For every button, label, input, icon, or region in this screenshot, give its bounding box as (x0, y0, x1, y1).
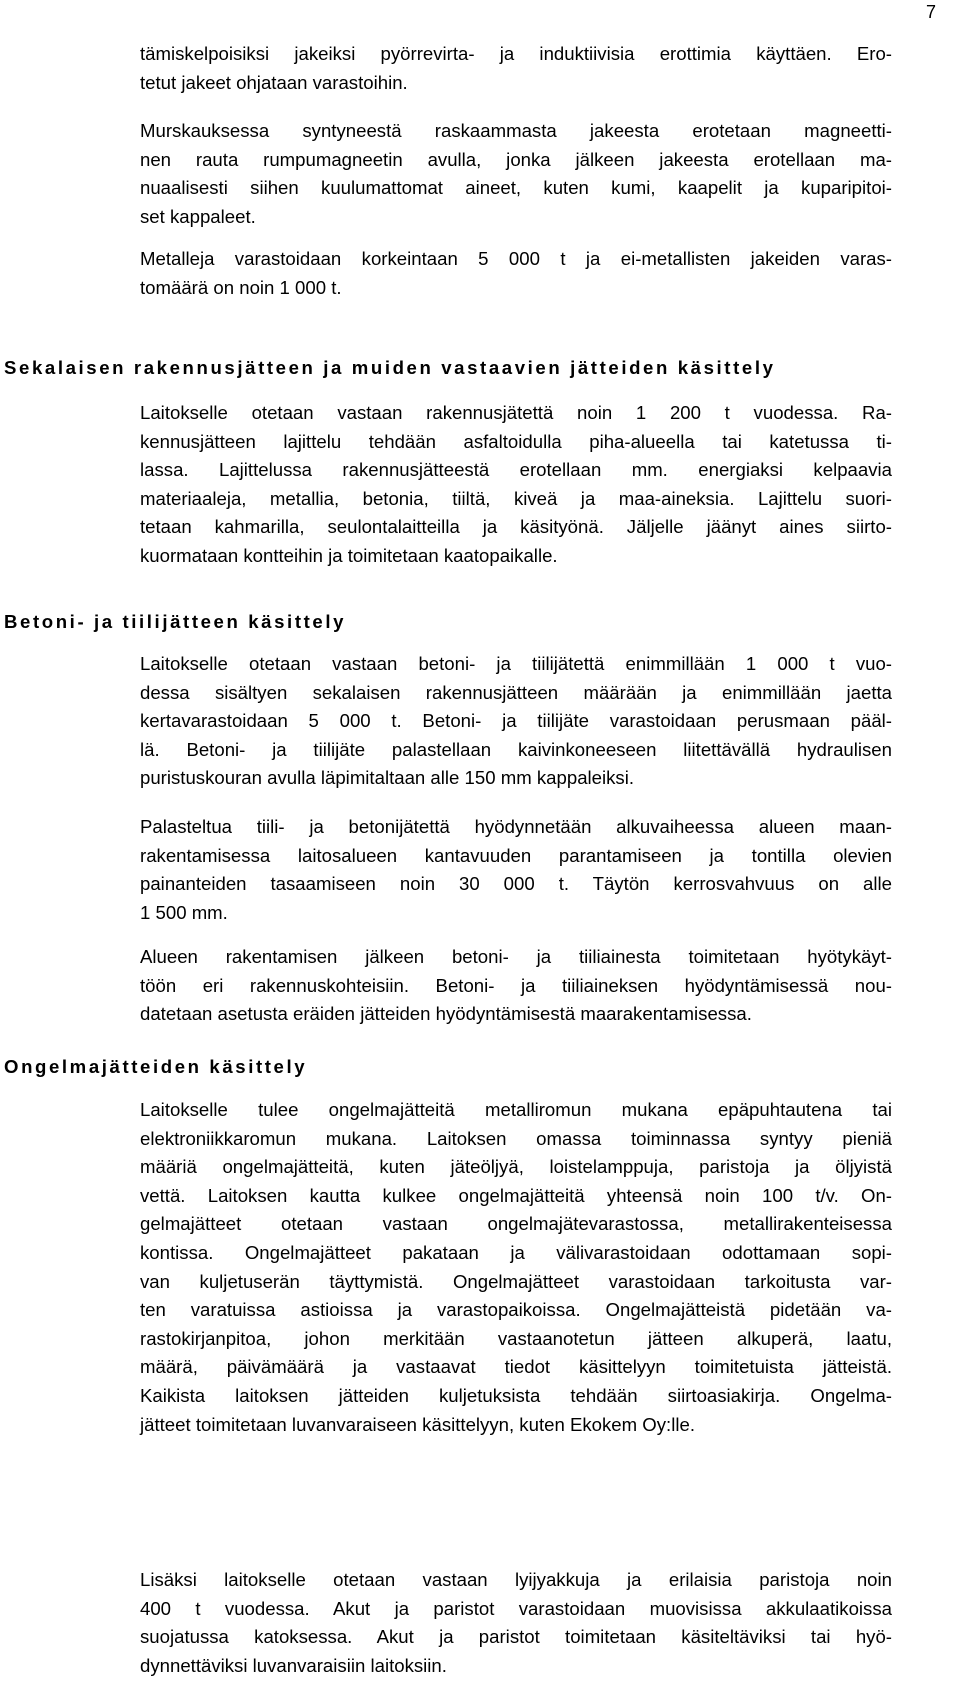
text-line: Alueen rakentamisen jälkeen betoni- ja tiiliainesta toimitetaan hyötykäyt- (140, 946, 892, 967)
paragraph-batteries (140, 1566, 892, 1680)
text-line: Lisäksi laitokselle otetaan vastaan lyijyakkuja ja erilaisia paristoja noin (140, 1569, 892, 1590)
text-line: lassa. Lajittelussa rakennusjätteestä erotellaan mm. energiaksi kelpaavia (140, 459, 892, 481)
text-line: Laitokselle otetaan vastaan betoni- ja tiilijätettä enimmillään 1 000 t vuo- (140, 653, 892, 674)
text-line: materiaaleja, metallia, betonia, tiiltä, kiveä ja maa-aineksia. Lajittelu suori- (140, 487, 892, 509)
text-line: Kaikista laitoksen jätteiden kuljetuksista tehdään siirtoasiakirja. Ongelma- (140, 1384, 892, 1406)
text-line: Murskauksessa syntyneestä raskaammasta jakeesta erotetaan magneetti- (140, 120, 892, 141)
text-line: kennusjätteen lajittelu tehdään asfaltoidulla piha-alueella tai katetussa ti- (140, 430, 892, 452)
text-line: gelmajätteet otetaan vastaan ongelmajätevarastossa, metallirakenteisessa (140, 1213, 892, 1235)
text-line: määrä, päivämäärä ja vastaavat tiedot käsittelyyn toimitetuista jätteistä. (140, 1356, 892, 1378)
text-line: 400 t vuodessa. Akut ja paristot varastoidaan muovisissa akkulaatikoissa (140, 1597, 892, 1619)
text-line: dessa sisältyen sekalaisen rakennusjätteen määrään ja enimmillään jaetta (140, 681, 892, 703)
text-line: vettä. Laitoksen kautta kulkee ongelmajätteitä yhteensä noin 100 t/v. On- (140, 1184, 892, 1206)
paragraph-hazardous-waste (140, 1096, 892, 1439)
text-line: töön eri rakennuskohteisiin. Betoni- ja tiiliaineksen hyödyntämisessä nou- (140, 974, 892, 996)
text-line: datetaan asetusta eräiden jätteiden hyödyntämisestä maarakentamisessa. (140, 1003, 752, 1025)
text-line: tetut jakeet ohjataan varastoihin. (140, 71, 408, 93)
paragraph-heavy-fraction (140, 117, 892, 231)
text-line: tetaan kahmarilla, seulontalaitteilla ja käsityönä. Jäljelle jäänyt aines siirto- (140, 516, 892, 538)
paragraph-after-construction (140, 943, 892, 1029)
text-line: elektroniikkaromun mukana. Laitoksen omassa toiminnassa syntyy pieniä (140, 1127, 892, 1149)
text-line: 1 500 mm. (140, 901, 228, 923)
paragraph-fraction-separation (140, 40, 892, 97)
paragraph-concrete-reuse (140, 813, 892, 927)
text-line: puristuskouran avulla läpimitaltaan alle 150 mm kappaleiksi. (140, 767, 635, 789)
text-line: van kuljetuserän täyttymistä. Ongelmajätteet varastoidaan tarkoitusta var- (140, 1270, 892, 1292)
page-number: 7 (926, 2, 937, 22)
text-line: ten varatuissa astioissa ja varastopaikoissa. Ongelmajätteistä pidetään va- (140, 1299, 892, 1321)
section-heading-concrete-brick: Betoni- ja tiilijätteen käsittely (4, 611, 347, 632)
text-line: rakentamisessa laitosalueen kantavuuden parantamiseen ja tontilla olevien (140, 844, 892, 866)
text-line: suojatussa katoksessa. Akut ja paristot toimitetaan käsiteltäviksi tai hyö- (140, 1626, 892, 1648)
text-line: lä. Betoni- ja tiilijäte palastellaan kaivinkoneeseen liitettävällä hydraulisen (140, 738, 892, 760)
text-line: set kappaleet. (140, 205, 256, 227)
section-heading-mixed-construction-waste: Sekalaisen rakennusjätteen ja muiden vastaavien jätteiden käsittely (4, 357, 776, 378)
text-line: Palasteltua tiili- ja betonijätettä hyödynnetään alkuvaiheessa alueen maan- (140, 816, 892, 837)
text-line: Laitokselle tulee ongelmajätteitä metalliromun mukana epäpuhtautena tai (140, 1099, 892, 1120)
text-line: dynnettäviksi luvanvaraisiin laitoksiin. (140, 1654, 447, 1676)
text-line: nuaalisesti siihen kuulumattomat aineet, kuten kumi, kaapelit ja kuparipitoi- (140, 177, 892, 199)
text-line: painanteiden tasaamiseen noin 30 000 t. Täytön kerrosvahvuus on alle (140, 873, 892, 895)
paragraph-concrete-intake (140, 650, 892, 793)
section-heading-hazardous-waste: Ongelmajätteiden käsittely (4, 1056, 308, 1077)
text-line: Laitokselle otetaan vastaan rakennusjätettä noin 1 200 t vuodessa. Ra- (140, 402, 892, 423)
text-line: nen rauta rumpumagneetin avulla, jonka jälkeen jakeesta erotellaan ma- (140, 148, 892, 170)
paragraph-construction-waste (140, 399, 892, 571)
text-line: kontissa. Ongelmajätteet pakataan ja välivarastoidaan odottamaan sopi- (140, 1241, 892, 1263)
text-line: kuormataan kontteihin ja toimitetaan kaatopaikalle. (140, 544, 558, 566)
text-line: tomäärä on noin 1 000 t. (140, 276, 342, 298)
text-line: tämiskelpoisiksi jakeiksi pyörrevirta- ja induktiivisia erottimia käyttäen. Ero- (140, 43, 892, 64)
text-line: määriä ongelmajätteitä, kuten jäteöljyä, loistelamppuja, paristoja ja öljyistä (140, 1156, 892, 1178)
paragraph-metal-storage (140, 245, 892, 302)
text-line: jätteet toimitetaan luvanvaraiseen käsittelyyn, kuten Ekokem Oy:lle. (140, 1413, 695, 1435)
text-line: kertavarastoidaan 5 000 t. Betoni- ja tiilijäte varastoidaan perusmaan pääl- (140, 710, 892, 732)
text-line: rastokirjanpitoa, johon merkitään vastaanotetun jätteen alkuperä, laatu, (140, 1327, 892, 1349)
text-line: Metalleja varastoidaan korkeintaan 5 000 t ja ei-metallisten jakeiden varas- (140, 248, 892, 269)
